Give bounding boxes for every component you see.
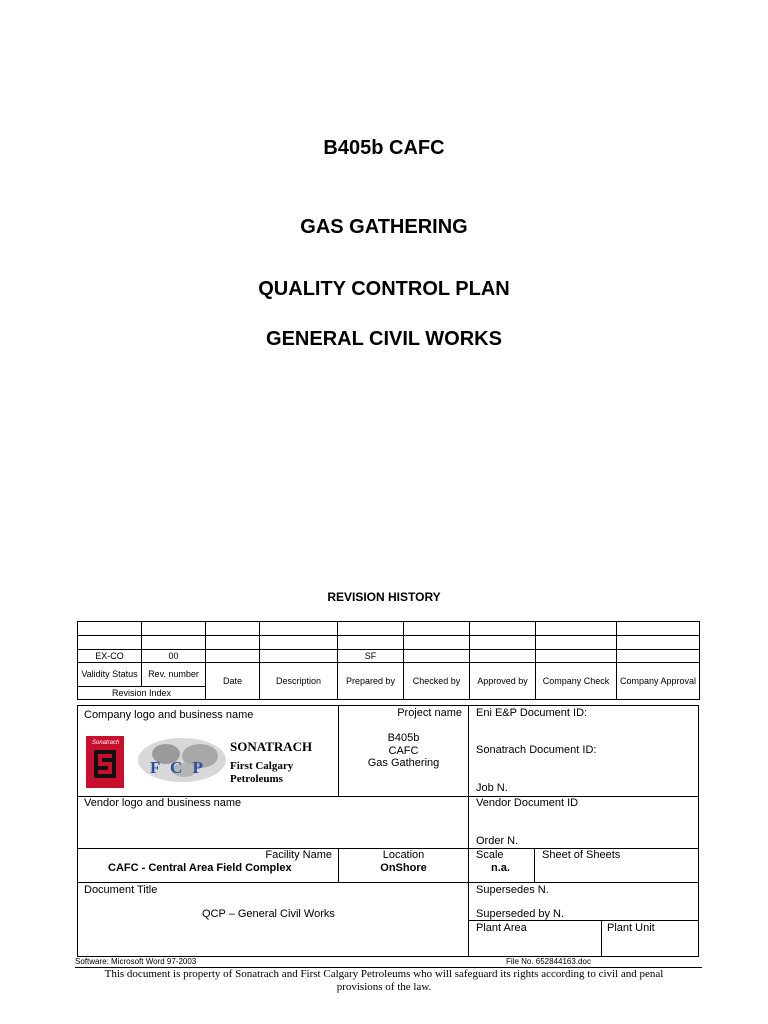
facility-name-value: CAFC - Central Area Field Complex — [108, 862, 292, 874]
superseded-by-label: Superseded by N. — [476, 908, 565, 920]
company-check-header: Company Check — [536, 663, 617, 700]
validity-status-header: Validity Status — [78, 663, 142, 687]
revision-row-empty-2 — [78, 636, 700, 650]
revision-index-header: Revision Index — [78, 687, 206, 700]
project-name-line1: B405b — [387, 732, 420, 744]
doc-code-title: B405b CAFC — [323, 137, 445, 159]
company-logo-label: Company logo and business name — [84, 709, 254, 721]
project-name-cell — [338, 705, 469, 797]
vendor-logo-cell — [77, 796, 469, 849]
project-name-line3: Gas Gathering — [367, 757, 440, 769]
plant-area-cell — [468, 920, 602, 957]
document-title-label: Document Title — [84, 884, 158, 896]
prepared-by-header: Prepared by — [338, 663, 404, 700]
fcp-logo-letters: F C P — [150, 758, 206, 777]
revision-cell — [470, 650, 536, 663]
checked-by-header: Checked by — [404, 663, 470, 700]
approved-by-header: Approved by — [470, 663, 536, 700]
revision-cell — [404, 650, 470, 663]
file-number-label: File No. 652844163.doc — [506, 957, 591, 966]
project-name-line2: CAFC — [388, 745, 419, 757]
document-title-cell — [77, 882, 469, 957]
company-logo-cell — [77, 705, 339, 797]
petroleums-logo-name: Petroleums — [230, 773, 283, 785]
revision-cell: EX-CO — [78, 650, 142, 663]
revision-cell: 00 — [142, 650, 206, 663]
location-label: Location — [382, 849, 425, 861]
revision-history-table — [77, 621, 700, 700]
revision-cell: SF — [338, 650, 404, 663]
project-name-label: Project name — [397, 707, 462, 719]
scale-cell — [468, 848, 535, 883]
project-title: GAS GATHERING — [300, 216, 468, 238]
revision-cell — [260, 650, 338, 663]
ownership-notice-line2: provisions of the law. — [336, 981, 432, 993]
sonatrach-logo-name: SONATRACH — [230, 739, 313, 754]
scale-label: Scale — [476, 849, 504, 861]
revision-cell — [617, 650, 700, 663]
eni-document-id: Eni E&P Document ID: — [476, 707, 588, 719]
plant-area-label: Plant Area — [476, 922, 527, 934]
sheet-of-sheets-label: Sheet of Sheets — [542, 849, 621, 861]
sheet-cell — [534, 848, 699, 883]
sonatrach-document-id: Sonatrach Document ID: — [476, 744, 597, 756]
revision-header-row — [78, 663, 700, 687]
company-approval-header: Company Approval — [617, 663, 700, 700]
revision-row-current — [78, 650, 700, 663]
sonatrach-logo — [86, 736, 124, 788]
facility-name-label: Facility Name — [265, 849, 332, 861]
revision-cell — [206, 650, 260, 663]
job-number: Job N. — [476, 782, 508, 794]
supersedes-cell — [468, 882, 699, 921]
plant-unit-cell — [601, 920, 699, 957]
works-title: GENERAL CIVIL WORKS — [266, 328, 502, 350]
document-title-value: QCP – General Civil Works — [202, 908, 335, 920]
rev-number-header: Rev. number — [142, 663, 206, 687]
location-cell — [338, 848, 469, 883]
ownership-notice-line1: This document is property of Sonatrach and First Calgary Petroleums who will safeguard its rights according to civil and penal — [104, 968, 664, 980]
supersedes-label: Supersedes N. — [476, 884, 549, 896]
vendor-document-cell — [468, 796, 699, 849]
date-header: Date — [206, 663, 260, 700]
revision-cell — [536, 650, 617, 663]
scale-value: n.a. — [491, 862, 510, 874]
plant-unit-label: Plant Unit — [607, 922, 655, 934]
description-header: Description — [260, 663, 338, 700]
location-value: OnShore — [380, 862, 427, 874]
revision-history-heading: REVISION HISTORY — [327, 590, 441, 604]
sonatrach-logo-text: Sonatrach — [92, 740, 120, 746]
order-number: Order N. — [476, 835, 519, 847]
document-id-cell — [468, 705, 699, 797]
vendor-logo-label: Vendor logo and business name — [84, 797, 242, 809]
vendor-document-id: Vendor Document ID — [476, 797, 579, 809]
software-label: Software: Microsoft Word 97-2003 — [75, 957, 197, 966]
revision-row-empty-1 — [78, 622, 700, 636]
sonatrach-emblem-icon — [86, 736, 124, 788]
first-calgary-logo-name: First Calgary — [230, 760, 294, 772]
facility-name-cell — [77, 848, 339, 883]
plan-title: QUALITY CONTROL PLAN — [258, 278, 510, 300]
